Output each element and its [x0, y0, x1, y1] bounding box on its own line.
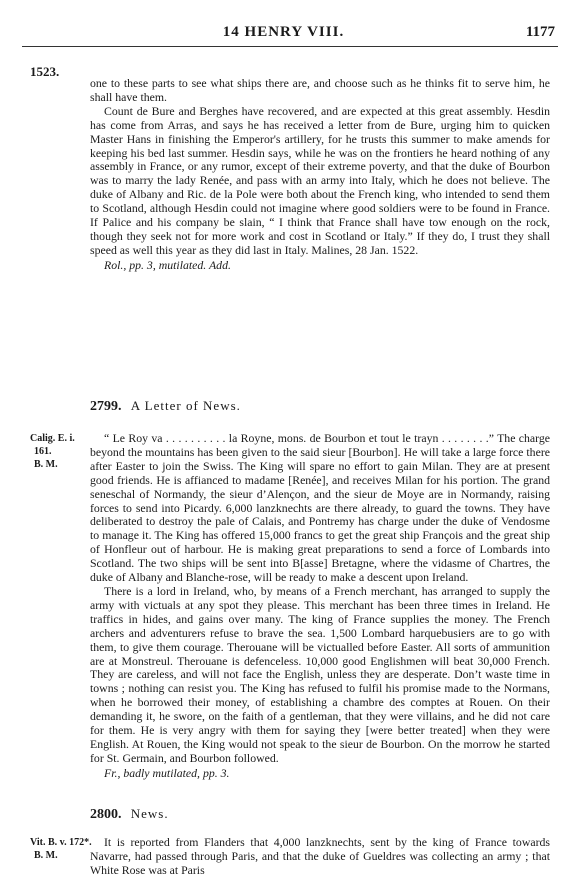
margin-line: B. M. [34, 850, 58, 861]
paragraph: Count de Bure and Berghes have recovered, and are expected at this great assembly. Hesdin has come from Arras, and says he has received a letter from de Bure, urging him to quicken Master Hans in finishing the Emperor's artillery, for he trusts this summer to make amends for keeping his bed last summer. Hesdin says, while he was on the frontiers he heard nothing of any assembly in France, or any rumor, except of their extreme poverty, and that the duke of Bourbon was to marry the lady Renée, and pass with an army into Italy, which he does not believe. The duke of Albany and Ric. de la Pole were both about the French king, who intended to send them to Scotland, although Hesdin could not imagine where good soldiers were to be found in France. If Palice and his company be slain, “ I think that France shall have tow enough on the rock, though they seek not for more work and cost in Scotland or Italy.” If they do, I trust they shall speed as well this year as they did last in Italy. Malines, 28 Jan. 1522. [90, 103, 550, 257]
margin-line: Vit. B. v. 172*. [30, 837, 92, 848]
margin-line: B. M. [34, 459, 58, 470]
continued-entry [90, 77, 550, 273]
margin-line: Calig. E. i. [30, 433, 75, 444]
margin-reference [30, 432, 75, 471]
margin-line: 161. [34, 446, 52, 457]
entry-title: A Letter of News. [130, 398, 241, 413]
paragraph: “ Le Roy va . . . . . . . . . . la Royne, mons. de Bourbon et tout le trayn . . . . . . . .” The charge beyond the mountains has been given to the said sieur [Bourbon]. He will take a large force there after Easter to join the Swiss. The King will spare no effort to gain Milan. They are at present good friends. He is affianced to madame [Renée], and receives Milan for his portion. The grand seneschal of Normandy, the sieur d’Alençon, and the sieur de Moye are in Normandy, raising forces to send into Picardy. 6,000 lanzknechts are there already, to guard the towns. They have deliberated to destroy the pale of Calais, and Pontremy has charge under the duke of Vendosme to manage it. The King has offered 15,000 francs to get the great ship François and the great ship of Honfleur out of harbour. He is making great preparations to send a force of Lombards into Scotland. The two ships will be sent into B[asse] Bretagne, where the vidasme of Chartres, the duke of Albany and Blanche-rose, will be ready to make a descent upon Ireland. [90, 431, 550, 585]
entry-body-2799 [90, 432, 550, 781]
entry-number: 2800. [90, 807, 122, 822]
source-note: Fr., badly mutilated, pp. 3. [104, 765, 230, 780]
entry-heading-2799 [90, 398, 241, 415]
paragraph: There is a lord in Ireland, who, by means of a French merchant, has arranged to supply the army with victuals at any spot they please. This merchant has been three times in Ireland. He traffics in hides, and gains over many. The king of France supplies the money. The French archers and adventurers refuse to brave the sea. 1,500 Lombard harquebusiers are to go with them, to give them courage. Therouane will be victualled before Easter. All sorts of ammunition are at Monstreul. Therouane is defenceless. 10,000 good Englishmen will beat 30,000 French. They are careless, and will not face the English, unless they are desperate. Don’t waste time in towns ; nothing can resist you. The King has refused to fulfil his promise made to the Normans, when he borrowed their money, of establishing a chambre des comptes at Rouen. On their demanding it, he swore, on the faith of a gentleman, that they were villains, and he did not care for them. He is very angry with them for saying they [were better treated] when they were English. At Rouen, the King would not speak to the sieur de Bourbon. On the morrow he started for St. Germain, and Bourbon followed. [90, 583, 550, 765]
year-marker: 1523. [30, 64, 60, 79]
page-header [0, 24, 567, 44]
entry-heading-2800 [90, 806, 169, 823]
source-note: Rol., pp. 3, mutilated. Add. [104, 257, 231, 272]
running-title: 14 HENRY VIII. [222, 24, 345, 40]
paragraph: It is reported from Flanders that 4,000 lanzknechts, sent by the king of France towards Navarre, had passed through Paris, and that the duke of Gueldres was collecting an army ; that White Rose was at Paris [90, 835, 550, 877]
entry-body-2800 [90, 836, 550, 878]
header-rule [22, 46, 558, 47]
entry-title: News. [130, 806, 169, 821]
margin-reference [30, 836, 92, 862]
page-number: 1177 [525, 24, 555, 40]
paragraph: one to these parts to see what ships there are, and choose such as he thinks fit to serve him, he shall have them. [90, 76, 550, 104]
entry-number: 2799. [90, 399, 122, 414]
